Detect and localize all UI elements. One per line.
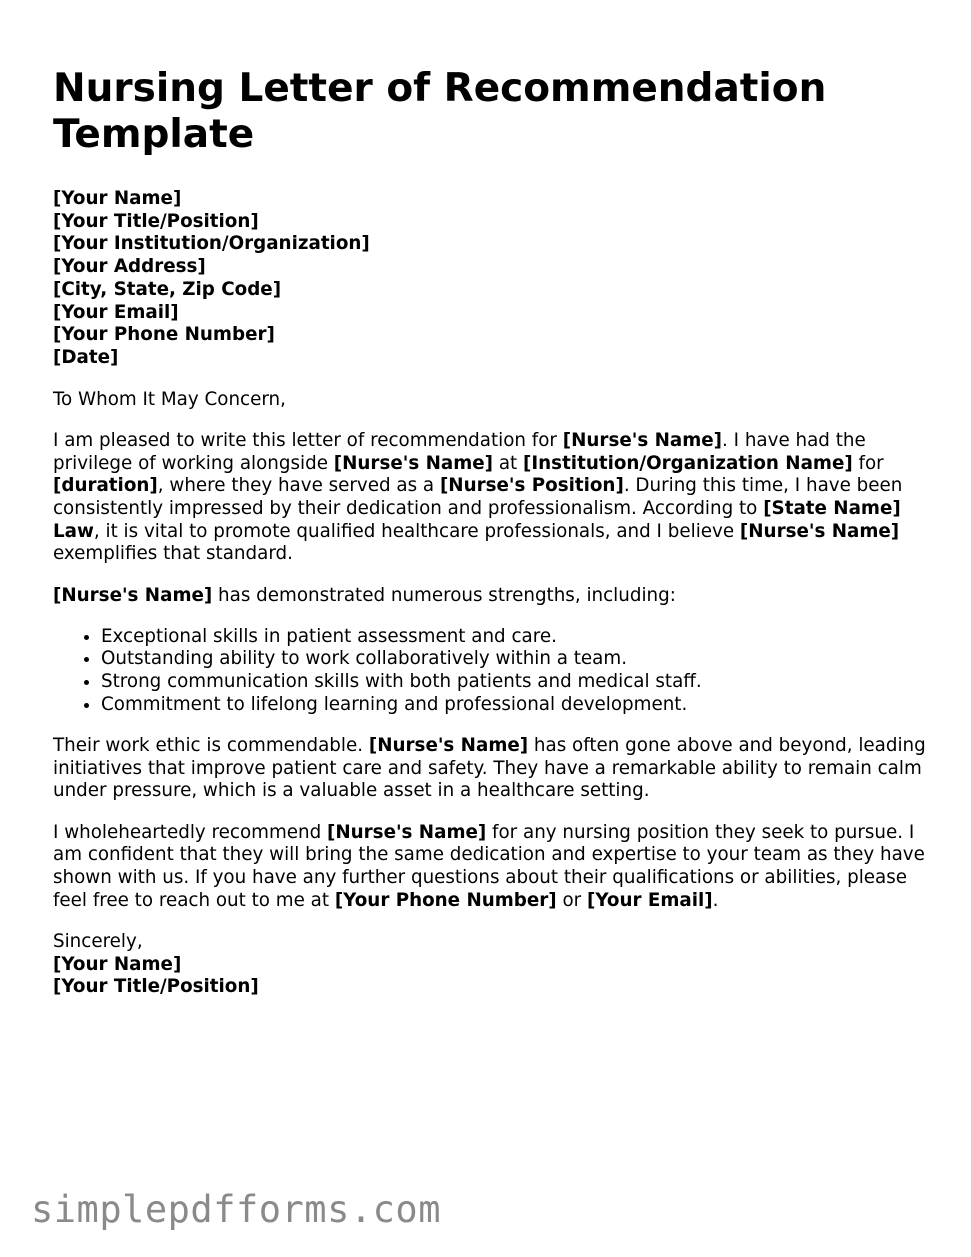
sender-city-state-zip: [City, State, Zip Code] — [53, 278, 282, 300]
sender-address: [Your Address] — [53, 256, 206, 278]
list-item: • Outstanding ability to work collaboratively within a team. — [101, 648, 933, 671]
paragraph-strengths-intro: [Nurse's Name] has demonstrated numerous strengths, including: — [53, 584, 676, 606]
closing-block — [53, 931, 933, 999]
salutation: To Whom It May Concern, — [53, 388, 286, 410]
strengths-list — [53, 626, 933, 717]
paragraph-intro: I am pleased to write this letter of recommendation for [Nurse's Name]. I have had the privilege of working alongside [Nurse's Name] at [Institution/Organization Name] for [duration], where they have served as a [Nurse's Position]. During this time, I have been consistently impressed by their dedication and professionalism. According to [State Name] Law, it is vital to promote qualified healthcare professionals, and I believe [Nurse's Name] exemplifies that standard. — [53, 429, 903, 565]
sender-name: [Your Name] — [53, 188, 182, 209]
site-watermark: simplepdfforms.com — [31, 1188, 441, 1231]
sender-phone: [Your Phone Number] — [53, 324, 275, 346]
paragraph-recommendation: I wholeheartedly recommend [Nurse's Name] for any nursing position they seek to pursue. I am confident that they will bring the same dedication and expertise to your team as they have shown with us. If you have any further questions about their qualifications or abilities, please feel free to reach out to me at [Your Phone Number] or [Your Email]. — [53, 821, 925, 911]
sender-title: [Your Title/Position] — [53, 210, 259, 232]
page-title: Nursing Letter of Recommendation Template — [53, 66, 827, 157]
paragraph-work-ethic: Their work ethic is commendable. [Nurse's Name] has often gone above and beyond, leading initiatives that improve patient care and safety. They have a remarkable ability to remain calm under pressure, which is a valuable asset in a healthcare setting. — [53, 735, 926, 802]
valediction: Sincerely, — [53, 930, 143, 952]
sender-email: [Your Email] — [53, 301, 179, 323]
list-item: • Exceptional skills in patient assessment and care. — [101, 626, 933, 649]
letter-page — [53, 66, 933, 999]
sender-date: [Date] — [53, 346, 119, 368]
sender-block — [53, 188, 933, 370]
sender-institution: [Your Institution/Organization] — [53, 233, 370, 255]
list-item: • Strong communication skills with both patients and medical staff. — [101, 671, 933, 694]
signature-name: [Your Name] — [53, 953, 182, 975]
list-item: • Commitment to lifelong learning and professional development. — [101, 694, 933, 717]
signature-title: [Your Title/Position] — [53, 976, 259, 998]
